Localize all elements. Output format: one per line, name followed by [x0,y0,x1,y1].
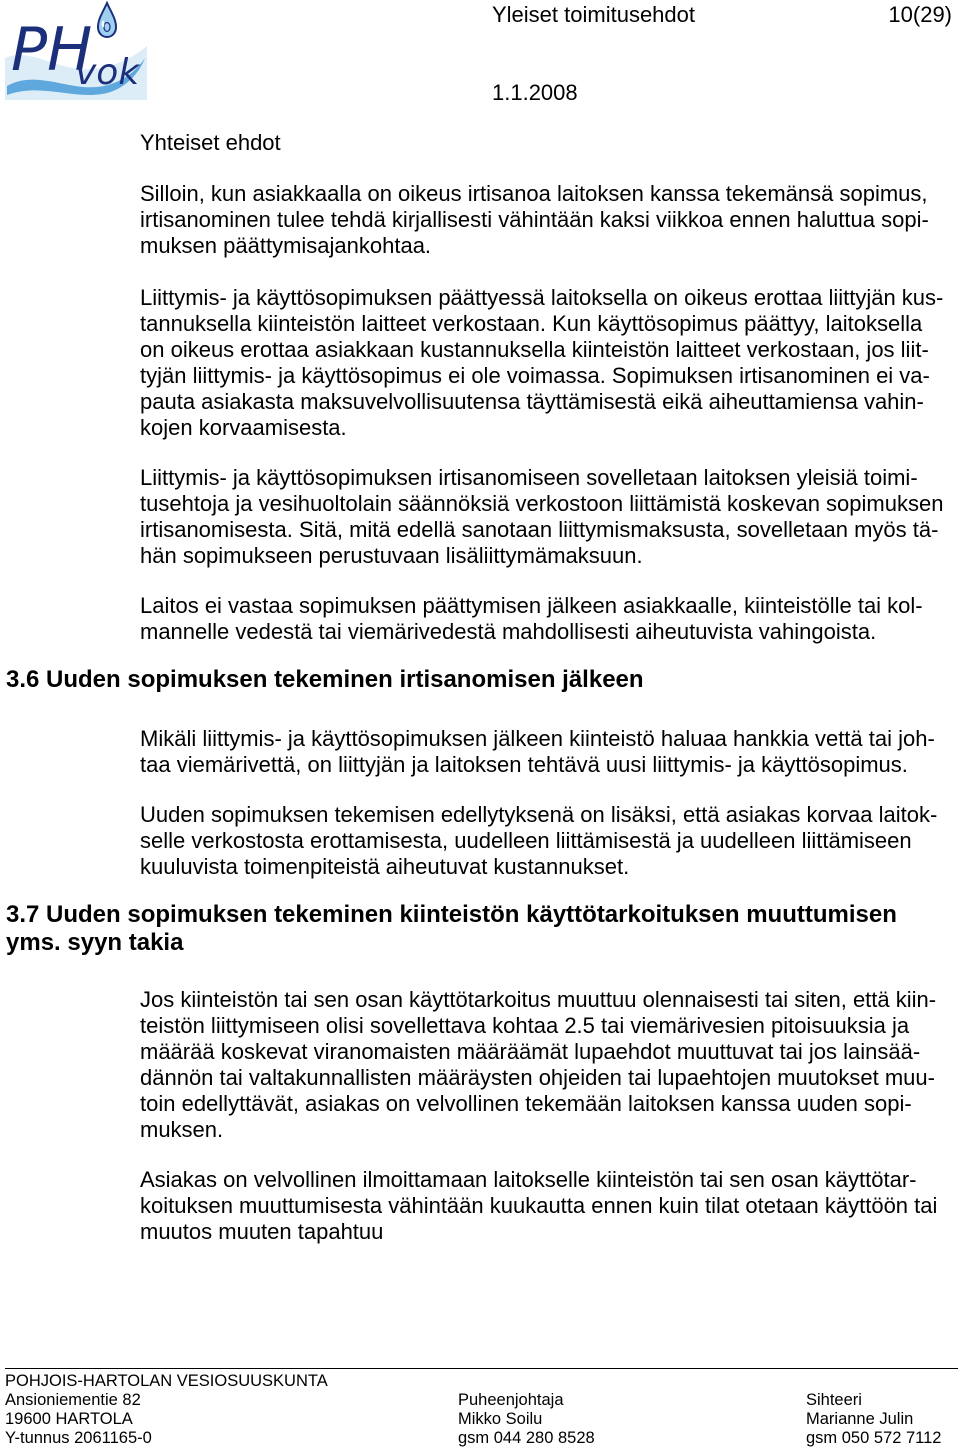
text-line: koituksen muuttumisesta vähintään kuukautta ennen kuin tilat otetaan käyttöön tai [140,1193,938,1218]
text-line: Mikäli liittymis- ja käyttösopimuksen jälkeen kiinteistö haluaa hankkia vettä tai joh- [140,726,935,751]
paragraph [140,465,955,569]
text-line: muutos muuten tapahtuu [140,1219,384,1244]
text-line: Jos kiinteistön tai sen osan käyttötarkoitus muuttuu olennaisesti tai siten, että kiin- [140,987,937,1012]
text-line: irtisanomisesta. Sitä, mitä edellä sanotaan liittymismaksusta, sovelletaan myös tä- [140,517,939,542]
text-line: selle verkostosta erottamisesta, uudelleen liittämisestä ja uudelleen liittämiseen [140,828,912,853]
footer-address-line: 19600 HARTOLA [5,1410,133,1428]
text-line: Laitos ei vastaa sopimuksen päättymisen jälkeen asiakkaalle, kiinteistölle tai kol- [140,593,923,618]
footer-secretary-title: Sihteeri [806,1391,862,1409]
logo-text-main: PH [11,15,93,85]
footer-chair-phone: gsm 044 280 8528 [458,1429,595,1447]
text-line: taa viemärivettä, on liittyjän ja laitoksen tehtävä uusi liittymis- ja käyttösopimus. [140,752,908,777]
footer-business-id: Y-tunnus 2061165-0 [5,1429,152,1447]
paragraph [140,593,955,645]
text-line: määrää koskevat viranomaisten määräämät lupaehdot muuttuvat tai jos lainsää- [140,1039,921,1064]
logo-text-sub: vok [75,52,140,93]
text-line: on oikeus erottaa asiakkaan kustannuksella kiinteistön laitteet verkostaan, jos liit- [140,337,929,362]
paragraph [140,726,955,778]
footer-secretary-name: Marianne Julin [806,1410,914,1428]
text-line: Liittymis- ja käyttösopimuksen irtisanomiseen sovelletaan laitoksen yleisiä toimi- [140,465,918,490]
document-date: 1.1.2008 [492,80,578,105]
text-line: Silloin, kun asiakkaalla on oikeus irtisanoa laitoksen kanssa tekemänsä sopimus, [140,181,928,206]
footer-address-line: Ansioniementie 82 [5,1391,141,1409]
text-line: muksen. [140,1117,224,1142]
text-line: pauta asiakasta maksuvelvollisuutensa täyttämisestä eikä aiheuttamiensa vahin- [140,389,924,414]
text-line: muksen päättymisajankohtaa. [140,233,432,258]
text-line: teistön liittymiseen olisi sovellettava kohtaa 2.5 tai viemärivesien pitoisuuksia ja [140,1013,910,1038]
text-line: kojen korvaamisesta. [140,415,347,440]
text-line: dännön tai valtakunnallisten määräysten ohjeiden tai lupaehtojen muutokset muu- [140,1065,935,1090]
footer-chair-name: Mikko Soilu [458,1410,543,1428]
heading-line: yms. syyn takia [6,929,184,956]
footer-secretary-phone: gsm 050 572 7112 [806,1429,942,1447]
heading-line: 3.7 Uuden sopimuksen tekeminen kiinteistön käyttötarkoituksen muuttumisen [6,901,897,928]
paragraph [140,802,955,880]
section-heading-common-terms: Yhteiset ehdot [140,130,281,155]
page-number: 10(29) [888,2,952,27]
paragraph [140,285,955,441]
section-heading-3-6: 3.6 Uuden sopimuksen tekeminen irtisanomisen jälkeen [6,666,644,693]
footer-organization-column [5,1372,328,1448]
text-line: toin edellyttävät, asiakas on velvollinen tekemään laitoksen kanssa uuden sopi- [140,1091,912,1116]
text-line: Asiakas on velvollinen ilmoittamaan laitokselle kiinteistön tai sen osan käyttötar- [140,1167,917,1192]
text-line: kuuluvista toimenpiteistä aiheutuvat kustannukset. [140,854,630,879]
paragraph [140,181,955,259]
footer-divider [5,1368,958,1369]
footer-chair-column [458,1391,595,1448]
document-title: Yleiset toimitusehdot [492,2,695,27]
text-line: irtisanominen tulee tehdä kirjallisesti vähintään kaksi viikkoa ennen haluttua sopi- [140,207,929,232]
footer-chair-title: Puheenjohtaja [458,1391,564,1409]
text-line: tyjän liittymis- ja käyttösopimus ei ole voimassa. Sopimuksen irtisanominen ei va- [140,363,930,388]
footer-organization-name: POHJOIS-HARTOLAN VESIOSUUSKUNTA [5,1372,328,1390]
logo [5,0,147,100]
text-line: tannuksella kiinteistön laitteet verkostaan. Kun käyttösopimus päättyy, laitoksella [140,311,923,336]
text-line: Uuden sopimuksen tekemisen edellytyksenä on lisäksi, että asiakas korvaa laitok- [140,802,938,827]
text-line: mannelle vedestä tai viemärivedestä mahdollisesti aiheutuvista vahingoista. [140,619,877,644]
logo-graphic [5,0,147,100]
paragraph [140,1167,955,1245]
text-line: tusehtoja ja vesihuoltolain säännöksiä verkostoon liittämistä koskevan sopimuksen [140,491,944,516]
text-line: hän sopimukseen perustuvaan lisäliittymämaksuun. [140,543,643,568]
section-heading-3-7 [6,901,897,957]
paragraph [140,987,955,1143]
footer-secretary-column [806,1391,941,1448]
water-drop-icon [98,3,116,37]
text-line: Liittymis- ja käyttösopimuksen päättyessä laitoksella on oikeus erottaa liittyjän kus- [140,285,944,310]
